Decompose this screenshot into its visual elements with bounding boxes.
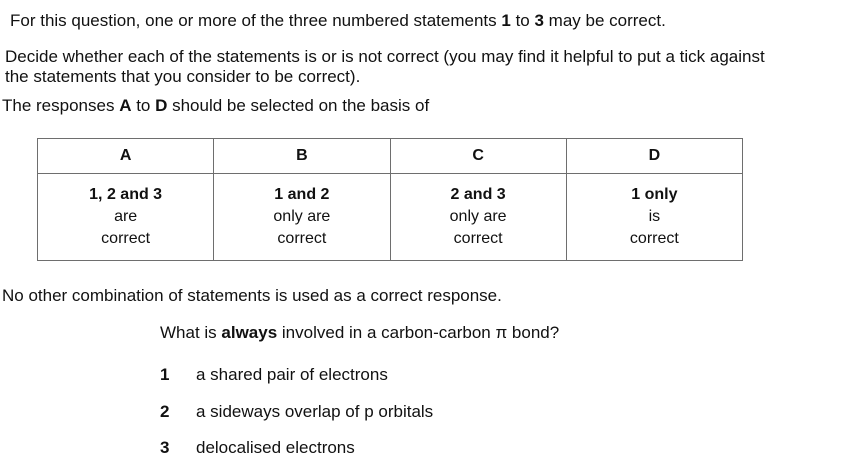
cell-d — [566, 174, 742, 261]
statement-ref: 1 — [501, 11, 511, 30]
instruction-line-2a: Decide whether each of the statements is or is not correct (you may find it helpful to put a tick against — [5, 47, 765, 66]
question-emphasis: always — [221, 323, 278, 342]
instruction-text: may be correct. — [543, 11, 666, 30]
cell-line: correct — [453, 230, 503, 247]
statement-ref: 3 — [534, 11, 544, 30]
statement-number: 1 — [160, 365, 170, 384]
statement-number: 2 — [160, 402, 170, 421]
table-row — [38, 174, 743, 261]
instruction-text: For this question, one or more of the three numbered statements — [10, 11, 502, 30]
instruction-text: The responses — [2, 96, 120, 115]
instruction-text: to — [131, 96, 156, 115]
cell-c — [390, 174, 566, 261]
instruction-line-3 — [2, 96, 429, 116]
cell-a — [38, 174, 214, 261]
response-ref: A — [119, 96, 132, 115]
instruction-line-1 — [10, 11, 666, 31]
cell-line: are — [114, 208, 138, 225]
cell-line: correct — [629, 230, 679, 247]
cell-bold: 1 only — [631, 186, 678, 203]
statement-text: a sideways overlap of p orbitals — [196, 402, 434, 421]
instruction-line-2b: the statements that you consider to be correct). — [5, 67, 361, 86]
cell-line: only are — [449, 208, 507, 225]
header-c: C — [390, 139, 566, 174]
instruction-text: should be selected on the basis of — [167, 96, 430, 115]
cell-bold: 1 and 2 — [274, 186, 330, 203]
question-text: involved in a carbon-carbon π bond? — [277, 323, 560, 342]
table-header-row — [38, 139, 743, 174]
cell-line: is — [648, 208, 661, 225]
combination-note: No other combination of statements is used as a correct response. — [2, 286, 502, 305]
cell-line: only are — [273, 208, 331, 225]
statement-text: a shared pair of electrons — [196, 365, 388, 384]
cell-line: correct — [277, 230, 327, 247]
statement-number: 3 — [160, 438, 170, 457]
header-d: D — [566, 139, 742, 174]
cell-b — [214, 174, 390, 261]
instruction-text: to — [510, 11, 535, 30]
response-ref: D — [155, 96, 168, 115]
response-key-table — [37, 138, 743, 261]
cell-bold: 2 and 3 — [450, 186, 506, 203]
cell-bold: 1, 2 and 3 — [89, 186, 163, 203]
header-b: B — [214, 139, 390, 174]
cell-line: correct — [101, 230, 151, 247]
statement-text: delocalised electrons — [196, 438, 355, 457]
question-text: What is — [160, 323, 222, 342]
question-stem — [160, 323, 559, 343]
header-a: A — [38, 139, 214, 174]
